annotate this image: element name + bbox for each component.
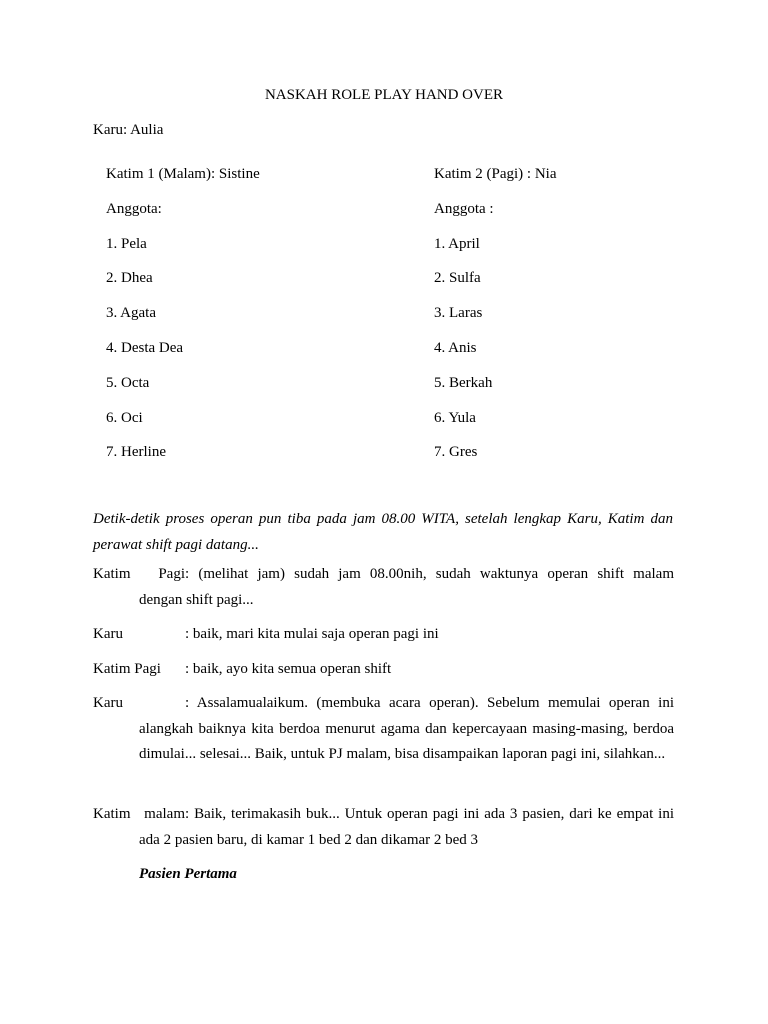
team-2-member: 2. Sulfa (434, 270, 481, 287)
team-1-member: 6. Oci (106, 409, 143, 426)
dialogue-line: : Baik, terimakasih buk... Untuk operan pagi ini ada 3 pasien, dari ke empat ini (185, 806, 674, 822)
team-2-member: 7. Gres (434, 444, 478, 461)
dialogue-speaker: Karu (93, 626, 123, 642)
dialogue-entry (93, 802, 674, 853)
team-1-column (106, 166, 260, 479)
team-1-anggota-label: Anggota: (106, 200, 162, 217)
team-1-member: 1. Pela (106, 235, 147, 252)
dialogue-speaker: Karu (93, 695, 123, 711)
dialogue-entry (93, 691, 674, 768)
intro-paragraph: Detik-detik proses operan pun tiba pada jam 08.00 WITA, setelah lengkap Karu, Katim dan perawat shift pagi datang... (93, 511, 673, 553)
dialogue-entry (93, 657, 674, 683)
team-1-member: 3. Agata (106, 305, 156, 322)
team-2-member: 3. Laras (434, 305, 483, 322)
team-2-header: Katim 2 (Pagi) : Nia (434, 166, 557, 182)
dialogue-entry (93, 562, 674, 613)
team-2-member: 5. Berkah (434, 374, 493, 391)
dialogue-line: : Assalamualaikum. (membuka acara operan). Sebelum memulai operan ini (185, 695, 674, 711)
team-2-member: 1. April (434, 235, 480, 252)
team-2-anggota-label: Anggota : (434, 200, 494, 217)
team-1-header: Katim 1 (Malam): Sistine (106, 166, 260, 182)
dialogue-continuation: alangkah baiknya kita berdoa menurut agama dan kepercayaan masing-masing, berdoa dimulai... selesai... Baik, untuk PJ malam, bisa disampaikan laporan pagi ini, silahkan... (139, 720, 674, 762)
team-1-member: 4. Desta Dea (106, 339, 184, 356)
team-1-member: 2. Dhea (106, 270, 153, 287)
team-2-member: 6. Yula (434, 409, 476, 426)
team-2-member: 4. Anis (434, 339, 477, 356)
dialogue-speaker: Katim Pagi (93, 566, 185, 582)
dialogue-speaker: Katim Pagi (93, 661, 161, 677)
dialogue-line: : (melihat jam) sudah jam 08.00nih, sudah waktunya operan shift malam (185, 566, 674, 582)
dialogue-line: : baik, mari kita mulai saja operan pagi ini (185, 626, 439, 642)
team-1-member: 7. Herline (106, 444, 166, 461)
document-title: NASKAH ROLE PLAY HAND OVER (264, 87, 504, 103)
dialogue-entry (93, 622, 674, 648)
team-2-column (434, 166, 556, 479)
team-1-member: 5. Octa (106, 374, 150, 391)
dialogue-speaker: Katim malam (93, 806, 185, 822)
section-heading: Pasien Pertama (139, 866, 237, 882)
dialogue-continuation: ada 2 pasien baru, di kamar 1 bed 2 dan dikamar 2 bed 3 (139, 831, 479, 848)
karu-line: Karu: Aulia (93, 122, 164, 138)
dialogue-continuation: dengan shift pagi... (139, 591, 254, 608)
dialogue-line: : baik, ayo kita semua operan shift (185, 661, 392, 677)
